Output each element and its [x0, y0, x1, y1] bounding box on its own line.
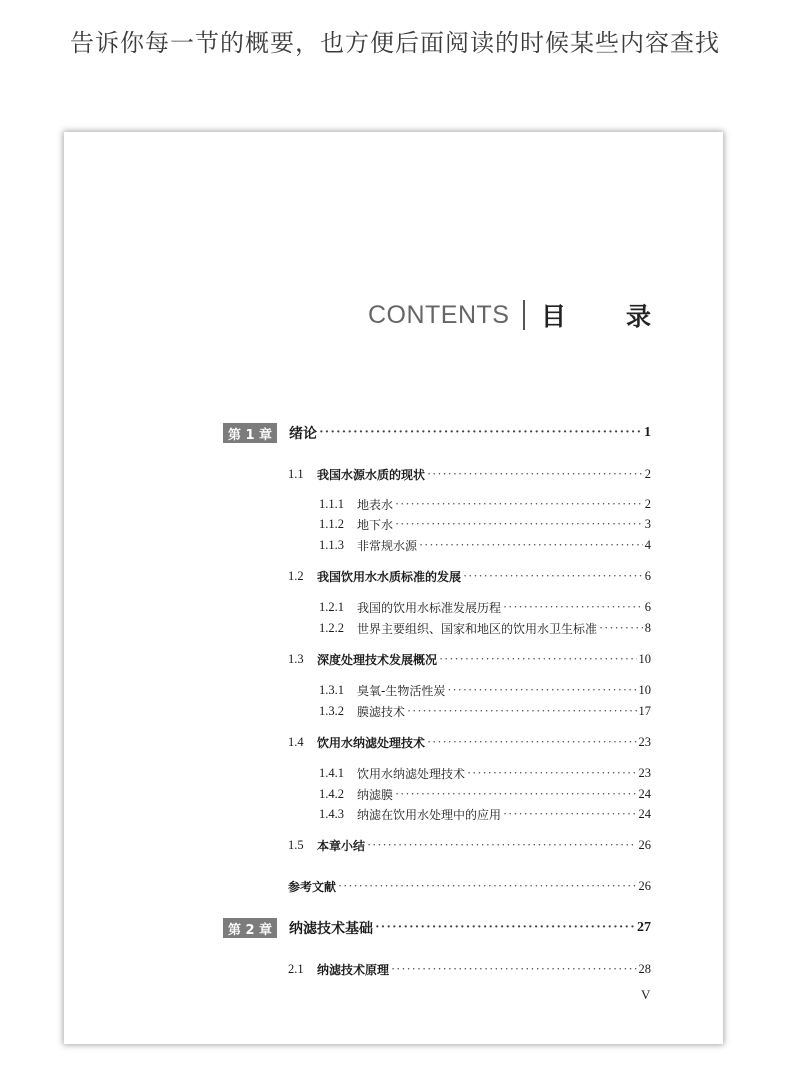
- toc-num: 2.1: [288, 961, 304, 976]
- toc-page: 4: [644, 537, 651, 552]
- toc-num: 1.5: [288, 837, 304, 852]
- toc-title: 纳滤技术基础: [289, 921, 373, 937]
- toc-page: 26: [638, 878, 651, 893]
- toc-title: 饮用水纳滤处理技术: [357, 766, 466, 781]
- toc-subsection-1-1-2[interactable]: [319, 514, 651, 534]
- toc-subsection-1-2-1[interactable]: [319, 597, 651, 617]
- toc-page: 23: [638, 765, 651, 780]
- dot-leader: [395, 497, 643, 512]
- toc-page: 17: [638, 703, 651, 718]
- book-page: [64, 132, 723, 1044]
- dot-leader: [427, 735, 636, 750]
- contents-heading: [368, 295, 651, 335]
- toc-num: 1.3.2: [319, 703, 344, 718]
- toc-num: 1.2: [288, 568, 304, 583]
- toc-page: 24: [638, 806, 651, 821]
- banner-caption: 告诉你每一节的概要，也方便后面阅读的时候某些内容查找: [70, 29, 720, 57]
- toc-subsection-1-4-1[interactable]: [319, 763, 651, 783]
- chapter-badge: 第 2 章: [223, 918, 277, 938]
- toc-section-1-1[interactable]: [288, 464, 651, 484]
- toc-num: 1.1.2: [319, 516, 344, 531]
- toc-title: 本章小结: [317, 838, 366, 853]
- toc-section-1-2[interactable]: [288, 566, 651, 586]
- toc-subsection-1-3-1[interactable]: [319, 680, 651, 700]
- dot-leader: [375, 920, 635, 936]
- toc-title: 地表水: [357, 497, 394, 512]
- toc-title: 绪论: [289, 426, 317, 442]
- contents-heading-en: CONTENTS: [367, 300, 510, 329]
- toc-num: 1.4.1: [319, 765, 344, 780]
- toc-subsection-1-1-1[interactable]: [319, 494, 651, 514]
- toc-section-2-1[interactable]: [288, 959, 651, 979]
- toc-num: 1.4.2: [319, 786, 344, 801]
- toc-subsection-1-4-2[interactable]: [319, 784, 651, 804]
- toc-subsection-1-2-2[interactable]: [319, 618, 651, 638]
- dot-leader: [391, 962, 636, 977]
- dot-leader: [338, 879, 636, 894]
- toc-page: 6: [644, 599, 651, 614]
- heading-divider: [523, 300, 525, 330]
- toc-num: 1.4.3: [319, 806, 344, 821]
- toc-title: 地下水: [357, 517, 394, 532]
- toc-section-1-3[interactable]: [288, 649, 651, 669]
- toc-title: 我国水源水质的现状: [317, 467, 426, 482]
- toc-title: 深度处理技术发展概况: [317, 652, 438, 667]
- toc-chapter-1[interactable]: [223, 422, 651, 444]
- dot-leader: [503, 807, 636, 822]
- toc-title: 膜滤技术: [357, 704, 406, 719]
- toc-num: 1.1.3: [319, 537, 344, 552]
- toc-subsection-1-4-3[interactable]: [319, 804, 651, 824]
- dot-leader: [467, 766, 636, 781]
- toc-page: 27: [637, 920, 651, 935]
- toc-num: 1.4: [288, 734, 304, 749]
- dot-leader: [599, 621, 643, 636]
- toc-page: 2: [644, 466, 651, 481]
- toc-num: 1.2.1: [319, 599, 344, 614]
- chapter-badge: 第 1 章: [223, 423, 277, 443]
- toc-num: 1.1.1: [319, 496, 344, 511]
- dot-leader: [447, 683, 636, 698]
- toc-page: 10: [638, 651, 651, 666]
- dot-leader: [319, 425, 642, 441]
- toc-section-1-4[interactable]: [288, 732, 651, 752]
- toc-num: 1.1: [288, 466, 304, 481]
- toc-references[interactable]: [288, 876, 651, 896]
- toc-page: 23: [638, 734, 651, 749]
- toc-title: 非常规水源: [357, 538, 418, 553]
- toc-page: 28: [638, 961, 651, 976]
- dot-leader: [367, 838, 636, 853]
- toc-chapter-2[interactable]: [223, 917, 651, 939]
- toc-title: 我国饮用水水质标准的发展: [317, 569, 462, 584]
- toc-page: 26: [638, 837, 651, 852]
- toc-page: 1: [644, 425, 651, 440]
- toc-page: 24: [638, 786, 651, 801]
- toc-title: 世界主要组织、国家和地区的饮用水卫生标准: [357, 621, 598, 636]
- page-folio: V: [641, 987, 651, 1002]
- toc-subsection-1-3-2[interactable]: [319, 701, 651, 721]
- toc-page: 3: [644, 516, 651, 531]
- toc-title: 臭氧-生物活性炭: [357, 683, 446, 698]
- toc-page: 8: [644, 620, 651, 635]
- toc-title: 参考文献: [288, 879, 337, 894]
- toc-title: 纳滤膜: [357, 787, 394, 802]
- toc-subsection-1-1-3[interactable]: [319, 535, 651, 555]
- toc-num: 1.3.1: [319, 682, 344, 697]
- dot-leader: [395, 787, 636, 802]
- toc-title: 纳滤在饮用水处理中的应用: [357, 807, 502, 822]
- dot-leader: [439, 652, 636, 667]
- toc-num: 1.3: [288, 651, 304, 666]
- dot-leader: [419, 538, 643, 553]
- dot-leader: [427, 467, 643, 482]
- toc-page: 2: [644, 496, 651, 511]
- toc-title: 饮用水纳滤处理技术: [317, 735, 426, 750]
- dot-leader: [395, 517, 643, 532]
- toc-page: 6: [644, 568, 651, 583]
- dot-leader: [407, 704, 636, 719]
- toc-num: 1.2.2: [319, 620, 344, 635]
- dot-leader: [503, 600, 643, 615]
- toc-title: 纳滤技术原理: [317, 962, 390, 977]
- dot-leader: [463, 569, 643, 584]
- toc-title: 我国的饮用水标准发展历程: [357, 600, 502, 615]
- toc-section-1-5[interactable]: [288, 835, 651, 855]
- contents-heading-zh: 目录: [540, 302, 651, 331]
- toc-page: 10: [638, 682, 651, 697]
